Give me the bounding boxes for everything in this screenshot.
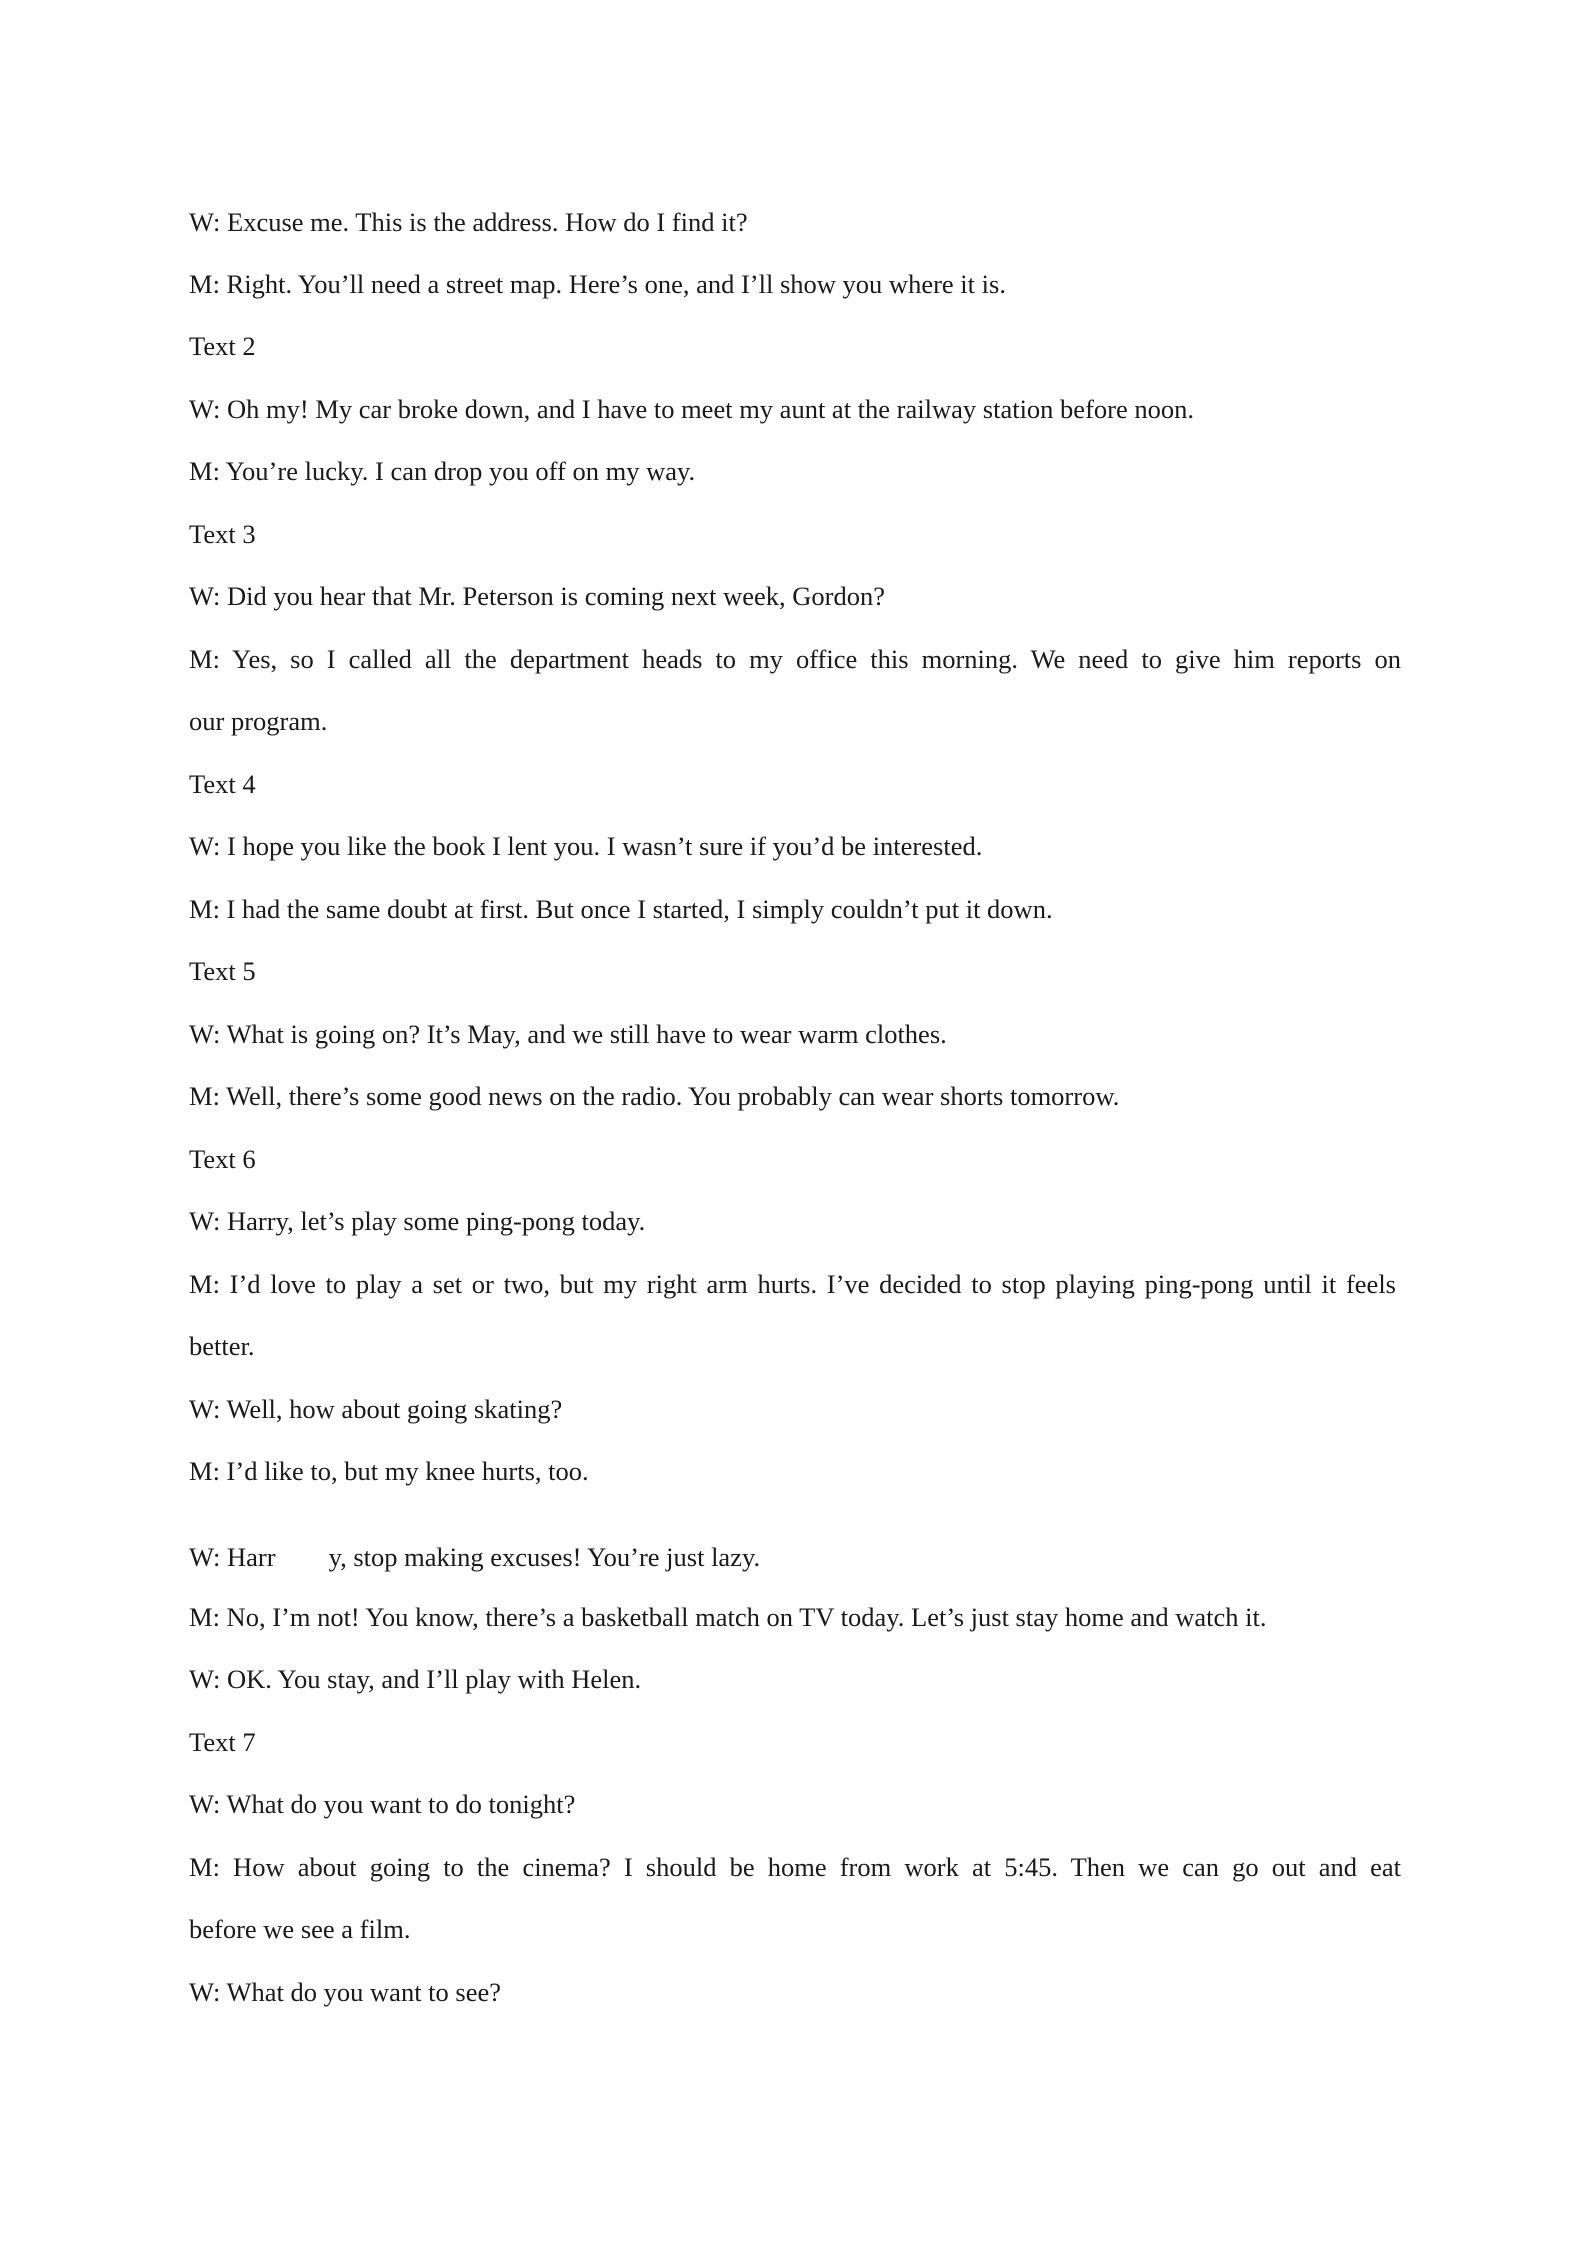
section-heading-text-4: Text 4 <box>189 769 256 799</box>
dialogue-line: M: No, I’m not! You know, there’s a basketball match on TV today. Let’s just stay home and watch it. <box>189 1602 1267 1632</box>
section-heading-text-2: Text 2 <box>189 331 256 361</box>
dialogue-line: M: I’d like to, but my knee hurts, too. <box>189 1456 589 1486</box>
dialogue-line: W: What is going on? It’s May, and we still have to wear warm clothes. <box>189 1019 947 1049</box>
dialogue-line: M: I had the same doubt at first. But once I started, I simply couldn’t put it down. <box>189 894 1053 924</box>
section-heading-text-3: Text 3 <box>189 519 256 549</box>
dialogue-line: W: Excuse me. This is the address. How do I find it? <box>189 207 748 237</box>
dialogue-line-continued: better. <box>189 1331 255 1361</box>
section-heading-text-5: Text 5 <box>189 956 256 986</box>
dialogue-line: M: Yes, so I called all the department heads to my office this morning. We need to give him reports on <box>189 644 1401 674</box>
dialogue-line: W: Harr y, stop making excuses! You’re just lazy. <box>189 1542 761 1572</box>
dialogue-line: M: You’re lucky. I can drop you off on my way. <box>189 456 696 486</box>
dialogue-line: M: How about going to the cinema? I should be home from work at 5:45. Then we can go out and eat <box>189 1852 1401 1882</box>
dialogue-line: M: Right. You’ll need a street map. Here’s one, and I’ll show you where it is. <box>189 269 1006 299</box>
dialogue-line: W: What do you want to see? <box>189 1977 502 2007</box>
section-heading-text-6: Text 6 <box>189 1144 256 1174</box>
dialogue-line: W: What do you want to do tonight? <box>189 1789 576 1819</box>
dialogue-line-continued: our program. <box>189 706 328 736</box>
dialogue-line: W: OK. You stay, and I’ll play with Helen. <box>189 1664 642 1694</box>
dialogue-line: W: Harry, let’s play some ping-pong today. <box>189 1206 646 1236</box>
dialogue-line: M: I’d love to play a set or two, but my right arm hurts. I’ve decided to stop playing ping-pong until it feels <box>189 1269 1396 1299</box>
dialogue-line: W: I hope you like the book I lent you. I wasn’t sure if you’d be interested. <box>189 831 983 861</box>
dialogue-line-continued: before we see a film. <box>189 1914 411 1944</box>
dialogue-line: M: Well, there’s some good news on the radio. You probably can wear shorts tomorrow. <box>189 1081 1120 1111</box>
dialogue-line: W: Did you hear that Mr. Peterson is coming next week, Gordon? <box>189 581 885 611</box>
section-heading-text-7: Text 7 <box>189 1727 256 1757</box>
dialogue-line: W: Well, how about going skating? <box>189 1394 563 1424</box>
dialogue-line: W: Oh my! My car broke down, and I have to meet my aunt at the railway station before noon. <box>189 394 1194 424</box>
